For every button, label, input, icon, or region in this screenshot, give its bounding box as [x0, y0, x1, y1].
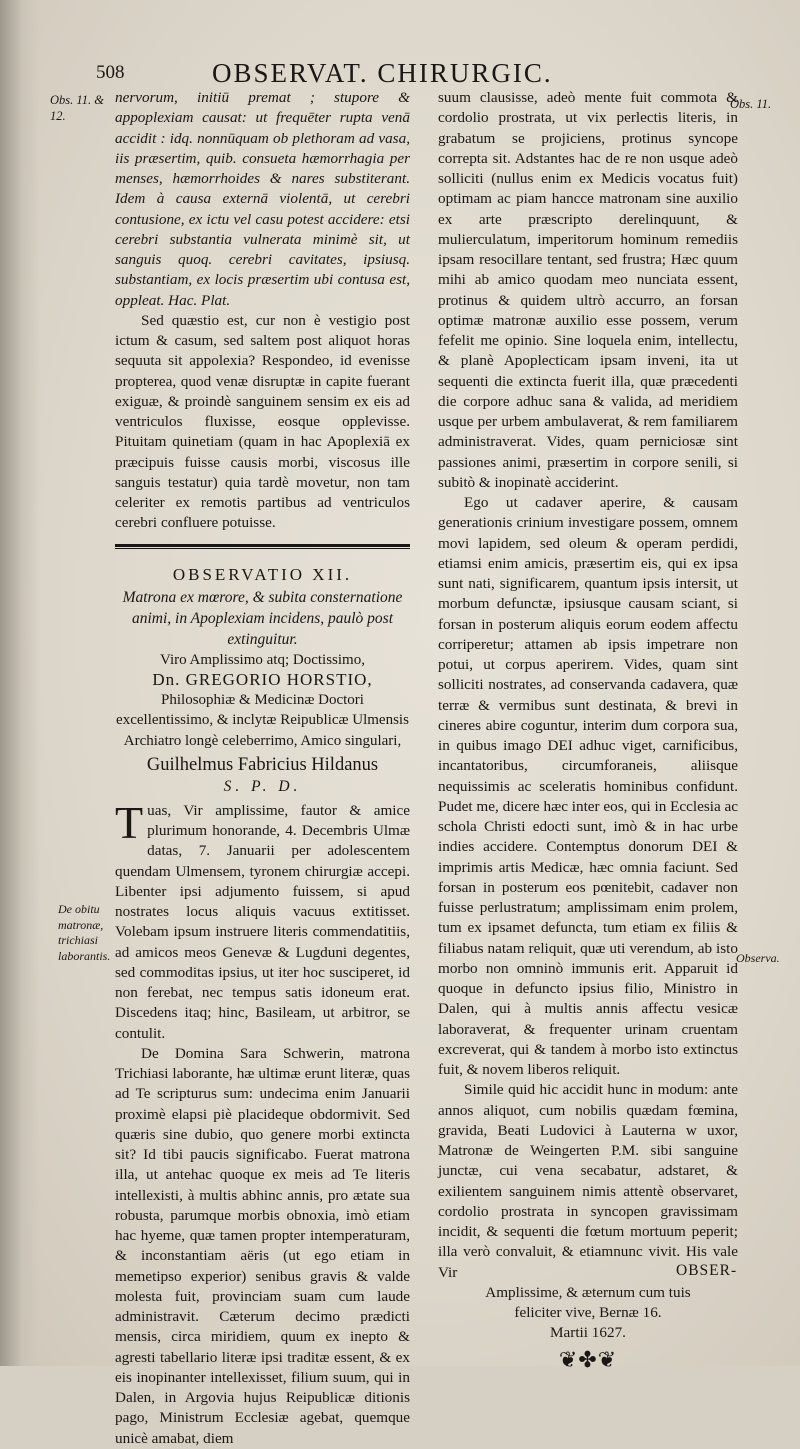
page-header	[96, 58, 616, 90]
left-paragraph-4: De Domina Sara Schwerin, matrona Trichiasi laborante, hæ ultimæ erunt literæ, quas ad Te scripturus sum: undecima enim Januarii proximè elapsi piè placideque obdormivit. Sed quæris sine dubio, quo genere morbi extincta sit? Id tibi paucis significabo. Fuerat matrona illa, ut antehac quoque ex meis ad Te literis intellexisti, à multis abhinc annis, pro ætate sua robusta, parumque morbis obnoxia, imò etiam hac hyeme, quæ tamen propter intemperaturam, & inconstantiam aëris (ut ego etiam in memetipso experior) senibus gravis & valde molesta fuit, provinciam suam cum laude administravit. Cæterum decimo prædicti mensis, circa miridiem, quum ex inepto & agresti tabellario literæ ipsi traditæ essent, & ex eis inopinanter intellexisset, filium suum, qui in Dalen, in Argovia hujus Reipublicæ ditionis pago, Ministrum Ecclesiæ agebat, quemque unicè amabat, diem	[115, 1044, 410, 1447]
ornament-icon: ❦✤❦	[558, 1346, 618, 1372]
left-paragraph-2: Sed quæstio est, cur non è vestigio post ictum & casum, sed saltem post aliquot horas sequuta sit appolexia? Respondeo, id evenisse propterea, quod venæ disruptæ in capite fuerant exiguæ, & proindè sanguinem sensim ex eis ad ventriculos fluxisse, eosque opplevisse. Pituitam quinetiam (quam in hac Apoplexiā ex præcipuis fuisse causis morbi, viscosus ille sanguis testatur) quia tardè movetur, non tam celeriter ex remotis partibus ad ventriculos cerebri confluere potuisse.	[115, 311, 410, 532]
right-paragraph-2: Ego ut cadaver aperire, & causam generationis crinium investigare possem, omnem movi lapidem, sed oleum & operam perdidi, etiamsi enim amicis, præsertim eis, qui ex ipsa sunt nati, significarem, quantum ipsis intersit, ut morbum defunctæ, ipsiusque causam sciant, si forsan in posterum aliquis eorum eodem affectu corriperetur; attamen ab ipsis impetrare non potui, ut corpus aperirem. Vides, quam sint solliciti nostrates, ad conservanda cadavera, quæ terræ & vermibus sunt destinata, & brevi in cineres abire coguntur, interim dum corpora sua, in quibus imago DEI adhuc viget, carnificibus, incantatoribus, circumforaneis, aliisque nequissimis ac sceleratis hominibus confidunt. Pudet me, dicere hæc inter eos, qui in Ecclesia ac schola Christi edocti sunt, imò & in hac urbe indies accidere. Contemptus donorum DEI & imprimis artis Medicæ, hæc omnia faciunt. Sed forsan in posterum eos pœnitebit, cadaver non fuisse perlustratum; amplissimam enim prolem, tum ex ipsamet defuncta, tum etiam ex filiis & filiabus natam reliquit, quæ uti verendum, ab isto morbo non omninò immunis erit. Apparuit id quoque in defuncto ipsius filio, Ministro in Dalen, qui à multis annis affectu vesicæ laboraverat, & frequenter urinam cruentam excreverat, qui & tandem à morbo isto extinctus fuit, & novem liberos reliquit.	[438, 494, 738, 1078]
closing-line: Amplissime, & æternum cum tuis feliciter vive, Bernæ 16.	[485, 1283, 691, 1321]
author-name: Guilhelmus Fabricius Hildanus	[146, 754, 379, 775]
section-rule	[115, 544, 410, 547]
closing-date: Martii 1627.	[550, 1324, 626, 1342]
letter-opening-text: uas, Vir amplissime, fautor & amice plurimum honorande, 4. Decembris Ulmæ datas, 7. Januarii per adolescentem quendam Ulmensem, tyronem chirurgiæ accepi. Libenter ipsi adjumento fuissem, si apud nostrates locus aliquis vacuus extitisset. Volebam ipsum instruere literis commendatitiis, ad amicos meos Genevæ & Lugduni degentes, sed commoditas ipsius, ut iter hoc susciperet, id non ferebat, nec tempus satis idoneum erat. Discedens itaq; hinc, Basileam, ut arbitror, se contulit.	[115, 801, 410, 1042]
dedication-line-2: Dn. GREGORIO HORSTIO,	[152, 669, 373, 689]
running-title: OBSERVAT. CHIRURGIC.	[212, 58, 553, 88]
margin-note-right-top: Obs. 11.	[730, 97, 772, 111]
section-rule-thin	[115, 548, 410, 549]
left-column	[115, 88, 410, 1449]
right-paragraph-1: suum clausisse, adeò mente fuit commota & cordolio prostrata, ut vix perlectis literis, in grabatum se projiciens, protinus syncope correpta sit. Adstantes hac de re non usque adeò solliciti (nullus enim ex Medicis vocatus fuit) optimam ac piam hancce matronam sine auxilio ex arte præscripto derelinquunt, & mulierculatum, imperitorum hominum remediis ipsam resocillare tentant, sed frustra; Hæc quum mihi ab amico quodam meo nunciata essent, protinus & quidem ultrò accurro, an forsan optimæ matronæ auxilio esse possem, verum fefelit me opinio. Sine loquela enim, intellectu, & planè Apoplecticam ipsam inveni, ita ut sequenti die extincta fuerit illa, quæ præcedenti die corpore adhuc sana & valida, ad meridiem usque per urbem ambulaverat, & rem familiarem administraverat. Vides, quam perniciosæ sint passiones animi, præsertim in corpore senili, si subitò & inopinatè acciderint.	[438, 89, 738, 491]
salutation: S. P. D.	[223, 777, 302, 795]
drop-cap: T	[115, 796, 144, 848]
gutter-shadow	[0, 0, 40, 1366]
margin-note-right-mid: Observa.	[736, 951, 780, 965]
letter-opening	[115, 796, 410, 1044]
observation-heading: OBSERVATIO XII.	[172, 564, 353, 584]
margin-note-left-top: Obs. 11. & 12.	[50, 93, 104, 123]
dedication-line-3: Philosophiæ & Medicinæ Doctori excellentissimo, & inclytæ Reipublicæ Ulmensis Archiatro longè celeberrimo, Amico singulari,	[116, 692, 409, 749]
dedication-line-1: Viro Amplissimo atq; Doctissimo,	[160, 651, 365, 668]
page-number: 508	[96, 62, 125, 83]
right-paragraph-3: Simile quid hic accidit hunc in modum: ante annos aliquot, cum nobilis quædam fœmina, gravida, Beati Ludovici à Lauterna w uxor, Matronæ de Weingerten P.M. sibi sanguine junctæ, cui vena secabatur, adstaret, & exilientem sanguinem nimis attentè observaret, cordolio prostrata in syncopen gravissimam incidit, & sequenti die fœtum mortuum peperit; illa verò convaluit, & etiamnunc vivit. His vale Vir	[438, 1081, 738, 1281]
observation-title: Matrona ex mœrore, & subita consternatione animi, in Apoplexiam incidens, paulò post extinguitur.	[122, 588, 403, 648]
right-column	[438, 88, 738, 1370]
margin-note-left-mid: De obitu matronæ, trichiasi laborantis.	[58, 902, 111, 963]
left-paragraph-1: nervorum, initiū premat ; stupore & appoplexiam causat: ut frequēter rupta venā accidit : idq. nonnūquam ob plethoram ad vasa, iis præsertim, quib. consueta hæmorrhagia per menses, hæmorrhoides & nares substiterant. Idem à causa externā violentā, ut cerebri contusione, ex ictu vel casu potest accidere: etsi cerebri substantia vulnerata minimè sit, ut sanguis quoq. cerebri cavitates, ipsiusq. substantiam, ex locis præsertim ubi contusa est, oppleat. Hac. Plat.	[115, 89, 410, 309]
catchword: OBSER-	[676, 1262, 738, 1279]
